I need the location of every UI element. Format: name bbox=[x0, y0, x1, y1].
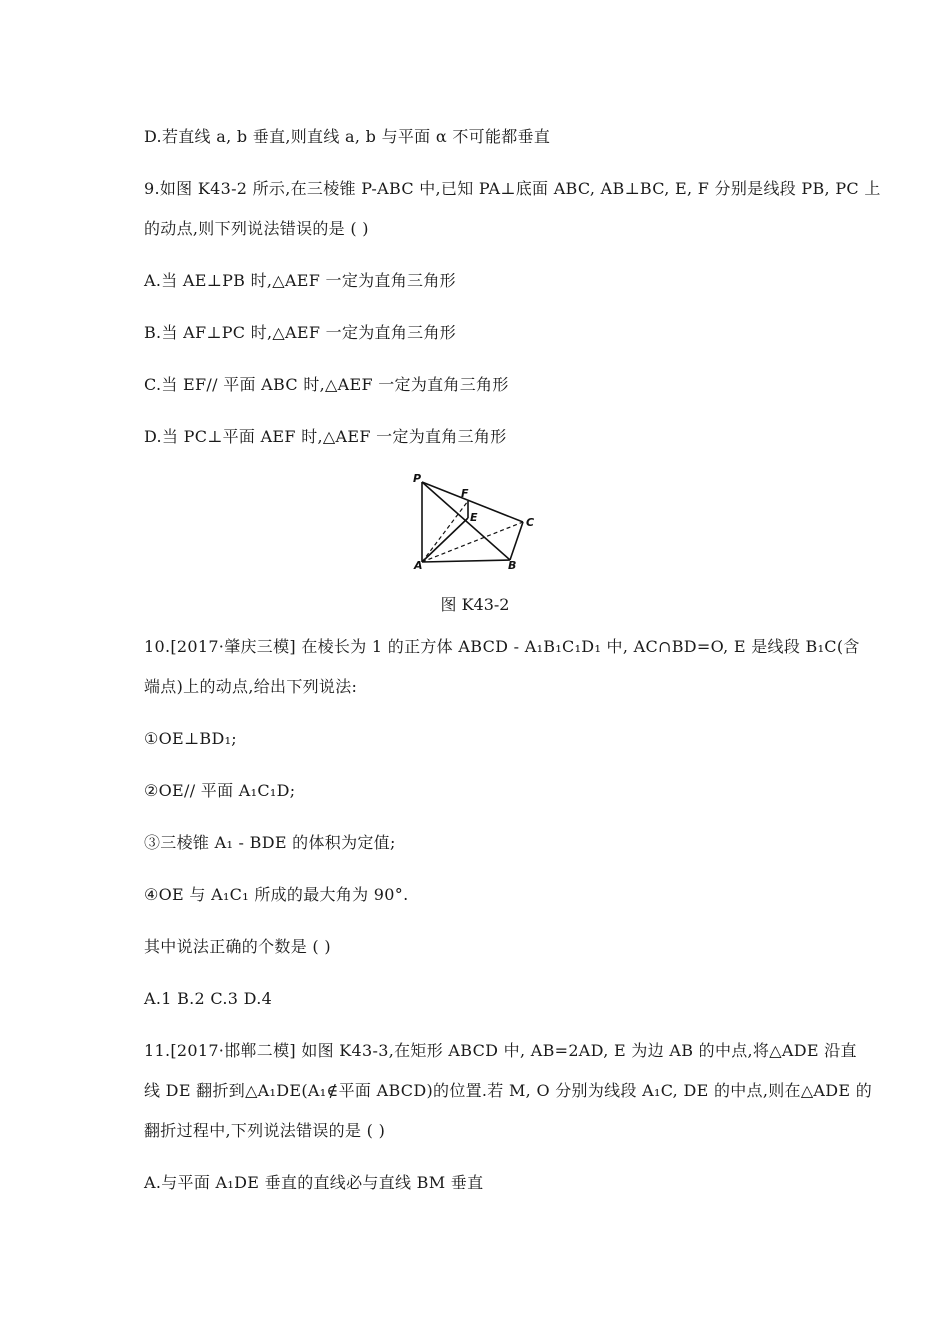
label-e: E bbox=[470, 511, 478, 524]
label-b: B bbox=[508, 559, 517, 572]
text-line-18: 翻折过程中,下列说法错误的是 ( ) bbox=[144, 1121, 386, 1140]
text-line-9: 端点)上的动点,给出下列说法: bbox=[144, 677, 358, 696]
text-line-6: C.当 EF// 平面 ABC 时,△AEF 一定为直角三角形 bbox=[144, 375, 509, 394]
figure-k43-2 bbox=[400, 470, 550, 570]
text-line-7: D.当 PC⊥平面 AEF 时,△AEF 一定为直角三角形 bbox=[144, 427, 507, 446]
text-line-10: ①OE⊥BD₁; bbox=[144, 729, 237, 748]
text-line-1: D.若直线 a, b 垂直,则直线 a, b 与平面 α 不可能都垂直 bbox=[144, 127, 551, 146]
label-c: C bbox=[526, 516, 535, 529]
text-line-11: ②OE// 平面 A₁C₁D; bbox=[144, 781, 296, 800]
segment-ae bbox=[422, 518, 468, 562]
text-line-13: ④OE 与 A₁C₁ 所成的最大角为 90°. bbox=[144, 885, 409, 904]
text-line-3: 的动点,则下列说法错误的是 ( ) bbox=[144, 219, 369, 238]
edge-ac-dashed bbox=[422, 522, 523, 562]
text-line-8: 10.[2017·肇庆三模] 在棱长为 1 的正方体 ABCD - A₁B₁C₁D₁ 中, AC∩BD=O, E 是线段 B₁C(含 bbox=[144, 637, 860, 656]
text-line-5: B.当 AF⊥PC 时,△AEF 一定为直角三角形 bbox=[144, 323, 457, 342]
edge-bc bbox=[510, 522, 523, 560]
pyramid-diagram bbox=[400, 470, 550, 570]
text-line-4: A.当 AE⊥PB 时,△AEF 一定为直角三角形 bbox=[144, 271, 456, 290]
label-f: F bbox=[461, 487, 469, 500]
text-line-12: ③三棱锥 A₁ - BDE 的体积为定值; bbox=[144, 833, 396, 852]
text-line-17: 线 DE 翻折到△A₁DE(A₁∉平面 ABCD)的位置.若 M, O 分别为线段 A₁C, DE 的中点,则在△ADE 的 bbox=[144, 1081, 873, 1100]
label-p: P bbox=[413, 472, 422, 485]
label-a: A bbox=[414, 559, 423, 572]
edge-ab bbox=[422, 560, 510, 562]
text-line-19: A.与平面 A₁DE 垂直的直线必与直线 BM 垂直 bbox=[144, 1173, 484, 1192]
figure-caption: 图 K43-2 bbox=[440, 595, 510, 614]
text-line-14: 其中说法正确的个数是 ( ) bbox=[144, 937, 331, 956]
text-line-15: A.1 B.2 C.3 D.4 bbox=[144, 989, 273, 1008]
text-line-2: 9.如图 K43-2 所示,在三棱锥 P-ABC 中,已知 PA⊥底面 ABC, AB⊥BC, E, F 分别是线段 PB, PC 上 bbox=[144, 179, 881, 198]
text-line-16: 11.[2017·邯郸二模] 如图 K43-3,在矩形 ABCD 中, AB=2AD, E 为边 AB 的中点,将△ADE 沿直 bbox=[144, 1041, 857, 1060]
